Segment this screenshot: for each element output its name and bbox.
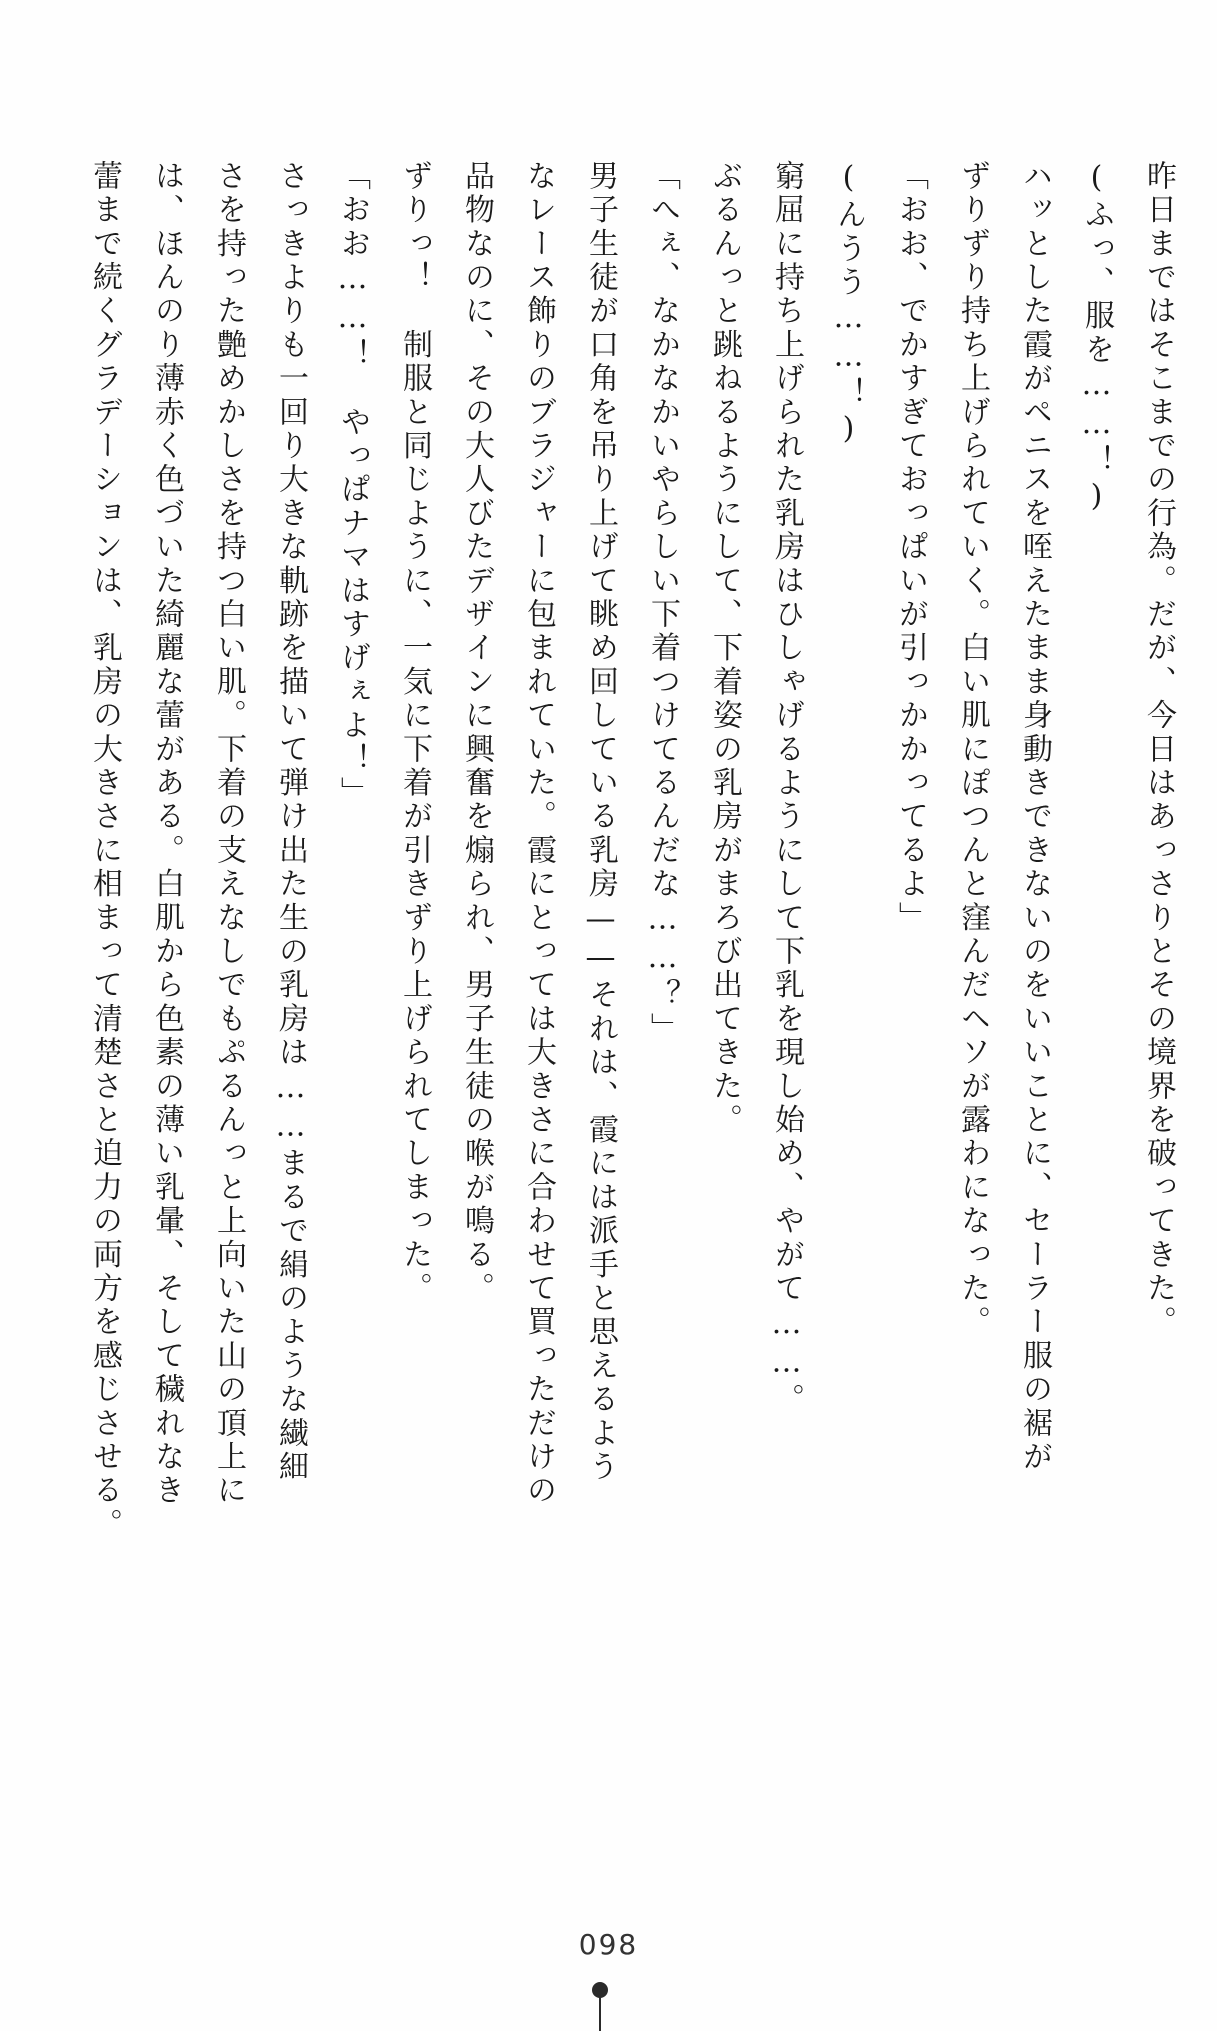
text-line: 「おお……！ やっぱナマはすげぇよ！」 [335, 160, 370, 811]
text-line: (ふっ、服を……！) [1079, 160, 1114, 517]
text-line: ぶるんっと跳ねるようにして、下着姿の乳房がまろび出てきた。 [707, 160, 742, 1138]
text-line: 「おお、でかすぎておっぱいが引っかかってるよ」 [893, 160, 928, 936]
text-line: は、ほんのり薄赤く色づいた綺麗な蕾がある。白肌から色素の薄い乳暈、そして穢れなき [149, 160, 184, 1508]
text-line: さを持った艶めかしさを持つ白い肌。下着の支えなしでもぷるんっと上向いた山の頂上に [211, 160, 246, 1508]
text-line: 昨日まではそこまでの行為。だが、今日はあっさりとその境界を破ってきた。 [1141, 160, 1176, 1340]
text-line: (んうう……！) [831, 160, 866, 450]
text-line: ずりずり持ち上げられていく。白い肌にぽつんと窪んだヘソが露わになった。 [955, 160, 990, 1340]
text-line: 蕾まで続くグラデーションは、乳房の大きさに相まって清楚さと迫力の両方を感じさせる。 [87, 160, 122, 1542]
text-line: ずりっ！ 制服と同じように、一気に下着が引きずり上げられてしまった。 [397, 160, 432, 1306]
text-line: 窮屈に持ち上げられた乳房はひしゃげるようにして下乳を現し始め、やがて……。 [769, 160, 804, 1417]
page-marker-stem [599, 1996, 601, 2031]
vertical-text-body [67, 160, 1177, 1720]
text-line: 「へぇ、なかなかいやらしい下着つけてるんだな……？」 [645, 160, 680, 1047]
text-line: なレース飾りのブラジャーに包まれていた。霞にとっては大きさに合わせて買っただけの [521, 160, 556, 1508]
text-line: ハッとした霞がペニスを咥えたまま身動きできないのをいいことに、セーラー服の裾が [1017, 160, 1052, 1475]
page-number: 098 [578, 1928, 639, 1961]
text-line: 品物なのに、その大人びたデザインに興奮を煽られ、男子生徒の喉が鳴る。 [459, 160, 494, 1306]
text-line: さっきよりも一回り大きな軌跡を描いて弾け出た生の乳房は……まるで絹のような繊細 [273, 160, 308, 1485]
text-line: 男子生徒が口角を吊り上げて眺め回している乳房——それは、霞には派手と思えるよう [583, 160, 618, 1485]
